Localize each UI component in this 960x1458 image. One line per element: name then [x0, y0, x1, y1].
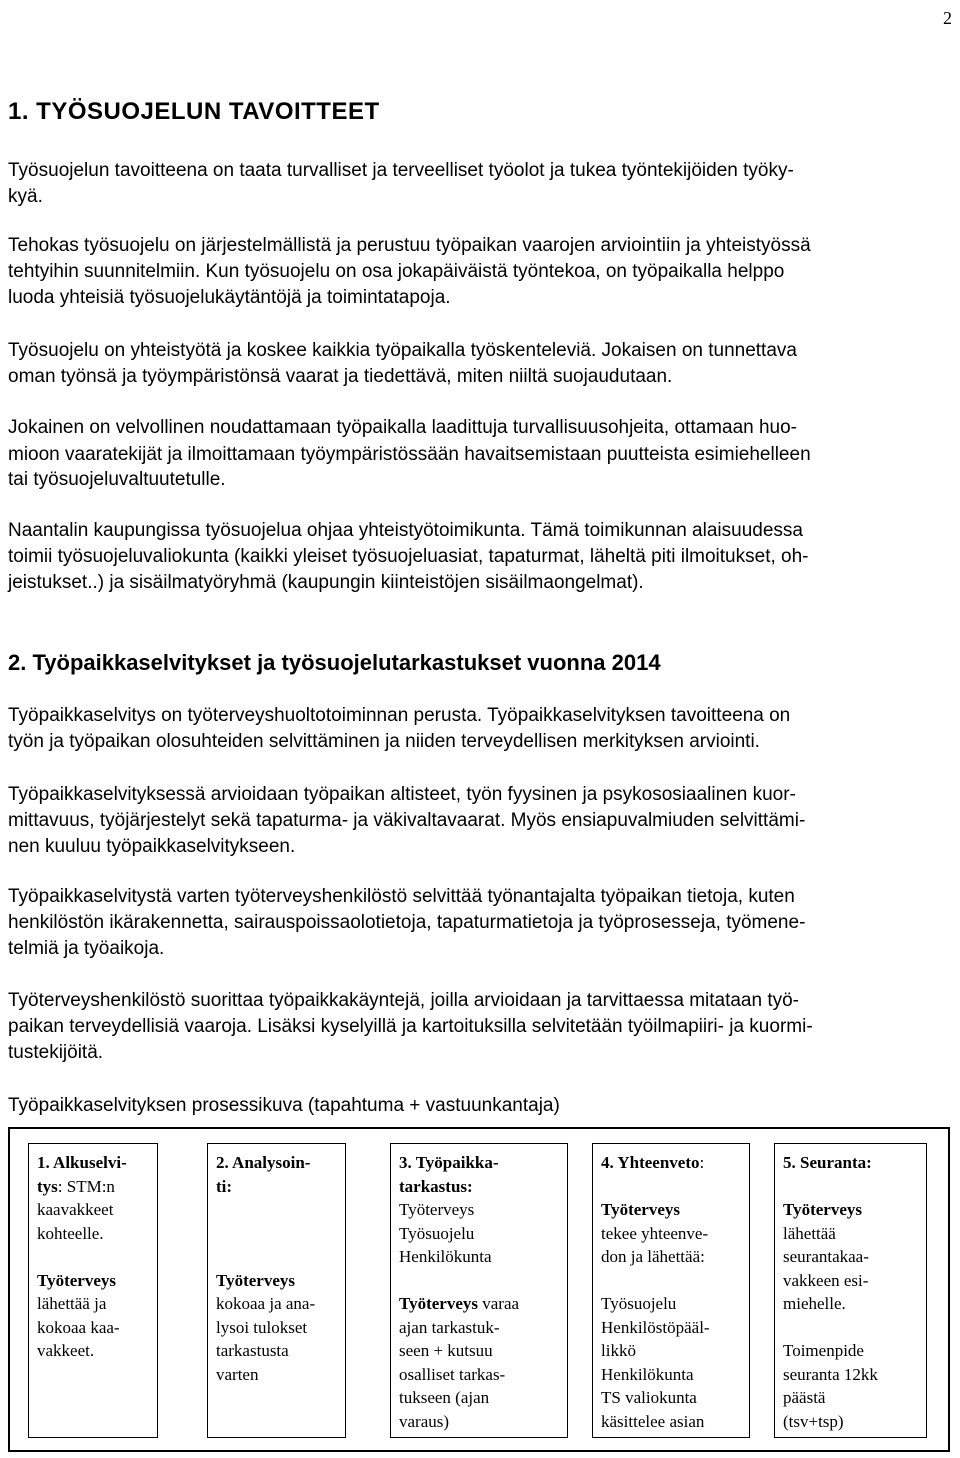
- step-2-text: kokoaa ja ana-: [216, 1294, 316, 1313]
- step-1-title-rest: : STM:n: [57, 1176, 115, 1196]
- step-2-text: lysoi tulokset: [216, 1317, 308, 1337]
- paragraph-line: tehtyihin suunnitelmiin. Kun työsuojelu on osa jokapäiväistä työntekoa, on työpaikalla helppo: [8, 261, 785, 282]
- paragraph-line: Työsuojelu on yhteistyötä ja koskee kaikkia työpaikalla työskenteleviä. Jokaisen on tunnettava: [8, 340, 797, 361]
- step-4-title: 4. Yhteenveto: [601, 1153, 700, 1172]
- step-3-title-cont: tarkastus:: [399, 1176, 473, 1196]
- step-5-text: seuranta 12kk: [783, 1364, 878, 1384]
- step-4-text: tekee yhteenve-: [601, 1223, 709, 1243]
- step-2-text: tarkastusta: [216, 1341, 289, 1360]
- step-4-actor: Työterveys: [601, 1200, 680, 1219]
- paragraph-line: henkilöstön ikärakennetta, sairauspoissaolotietoja, tapaturmatietoja ja työprosesseja, työmene-: [8, 912, 806, 933]
- step-5-text: Toimenpide: [783, 1341, 864, 1360]
- paragraph-line: Työpaikkaselvityksessä arvioidaan työpaikan altisteet, työn fyysinen ja psykososiaalinen kuor-: [8, 784, 796, 805]
- step-5-actor: Työterveys: [783, 1200, 862, 1219]
- paragraph-line: jeistukset..) ja sisäilmatyöryhmä (kaupungin kiinteistöjen sisäilmaongelmat).: [8, 572, 644, 593]
- step-4-title-rest: :: [699, 1153, 705, 1172]
- step-3-title: 3. Työpaikka-: [399, 1153, 499, 1172]
- section-2-heading: 2. Työpaikkaselvitykset ja työsuojelutarkastukset vuonna 2014: [8, 650, 661, 675]
- paragraph-line: Jokainen on velvollinen noudattamaan työpaikalla laadittuja turvallisuusohjeita, ottamaan huo-: [8, 417, 798, 438]
- step-3-text: ajan tarkastuk-: [399, 1317, 500, 1337]
- step-2-title: 2. Analysoin-: [216, 1153, 311, 1172]
- paragraph-line: tai työsuojeluvaltuutetulle.: [8, 469, 226, 490]
- paragraph-line: tustekijöitä.: [8, 1042, 104, 1063]
- paragraph-line: nen kuuluu työpaikkaselvitykseen.: [8, 836, 296, 857]
- step-1-title: 1. Alkuselvi-: [37, 1153, 127, 1172]
- paragraph-line: mioon vaaratekijät ja ilmoittamaan työympäristössään havaitsemistaan puutteista esimiehelleen: [8, 444, 811, 465]
- step-1-actor: Työterveys: [37, 1270, 116, 1290]
- section-1-heading: 1. TYÖSUOJELUN TAVOITTEET: [8, 98, 380, 125]
- step-5-text: (tsv+tsp): [783, 1411, 844, 1431]
- step-3-text: tukseen (ajan: [399, 1388, 490, 1407]
- step-4-text: Henkilökunta: [601, 1364, 694, 1384]
- step-3-text: seen + kutsuu: [399, 1341, 493, 1360]
- step-3-text: varaus): [399, 1411, 450, 1431]
- step-4-text: likkö: [601, 1341, 636, 1360]
- paragraph-line: työn ja työpaikan olosuhteiden selvittäminen ja niiden terveydellisen merkityksen arviointi.: [8, 731, 760, 752]
- step-1-text: kokoaa kaa-: [37, 1317, 120, 1337]
- step-1-title-cont: tys: [37, 1176, 58, 1196]
- step-2-title-cont: ti:: [216, 1176, 233, 1196]
- step-3-text: osalliset tarkas-: [399, 1364, 506, 1384]
- step-1-text: vakkeet.: [37, 1341, 95, 1360]
- step-3-text: Työterveys: [399, 1200, 475, 1219]
- step-5-text: miehelle.: [783, 1294, 846, 1313]
- process-step-4: [592, 1143, 750, 1438]
- process-diagram: [8, 1127, 950, 1452]
- step-1-text: kohteelle.: [37, 1223, 104, 1243]
- step-1-text: kaavakkeet: [37, 1200, 114, 1219]
- step-5-title: 5. Seuranta:: [783, 1153, 872, 1172]
- paragraph-line: toimii työsuojeluvaliokunta (kaikki yleiset työsuojeluasiat, tapaturmat, läheltä piti ilmoitukset, oh-: [8, 546, 809, 567]
- paragraph-line: paikan terveydellisiä vaaroja. Lisäksi kyselyillä ja kartoituksilla selvitetään työilmapiiri- ja kuormi-: [8, 1016, 813, 1037]
- process-caption: Työpaikkaselvityksen prosessikuva (tapahtuma + vastuunkantaja): [8, 1095, 560, 1116]
- step-3-text: varaa: [478, 1294, 520, 1313]
- step-4-text: TS valiokunta: [601, 1388, 697, 1407]
- paragraph-line: Tehokas työsuojelu on järjestelmällistä ja perustuu työpaikan vaarojen arviointiin ja yhteistyössä: [8, 235, 811, 256]
- process-step-1: [28, 1143, 158, 1438]
- step-5-text: päästä: [783, 1388, 826, 1407]
- step-5-text: vakkeen esi-: [783, 1270, 869, 1290]
- paragraph-line: oman työnsä ja työympäristönsä vaarat ja tiedettävä, miten niiltä suojaudutaan.: [8, 366, 673, 387]
- paragraph-line: luoda yhteisiä työsuojelukäytäntöjä ja toimintatapoja.: [8, 287, 451, 308]
- process-step-5: [774, 1143, 927, 1438]
- step-3-text: Henkilökunta: [399, 1247, 492, 1266]
- paragraph-line: telmiä ja työaikoja.: [8, 938, 165, 959]
- step-4-text: don ja lähettää:: [601, 1247, 705, 1266]
- paragraph-line: Työterveyshenkilöstö suorittaa työpaikkakäyntejä, joilla arvioidaan ja tarvittaessa mitataan työ-: [8, 990, 800, 1011]
- page-number: 2: [943, 8, 952, 28]
- step-4-text: Henkilöstöpääl-: [601, 1317, 710, 1337]
- paragraph-line: mittavuus, työjärjestelyt sekä tapaturma- ja väkivaltavaarat. Myös ensiapuvalmiuden selvittämi-: [8, 810, 806, 831]
- step-5-text: seurantakaa-: [783, 1247, 869, 1266]
- paragraph-line: kyä.: [8, 186, 43, 207]
- step-4-text: Työsuojelu: [601, 1294, 677, 1313]
- process-step-2: [207, 1143, 346, 1438]
- step-3-text: Työsuojelu: [399, 1223, 475, 1243]
- step-2-text: varten: [216, 1364, 259, 1384]
- paragraph-line: Työpaikkaselvitystä varten työterveyshenkilöstö selvittää työnantajalta työpaikan tietoja, kuten: [8, 886, 795, 907]
- paragraph-line: Naantalin kaupungissa työsuojelua ohjaa yhteistyötoimikunta. Tämä toimikunnan alaisuudessa: [8, 520, 803, 541]
- step-5-text: lähettää: [783, 1223, 836, 1243]
- step-2-actor: Työterveys: [216, 1270, 295, 1290]
- step-4-text: käsittelee asian: [601, 1411, 705, 1431]
- step-3-actor: Työterveys: [399, 1294, 478, 1313]
- paragraph-line: Työsuojelun tavoitteena on taata turvalliset ja terveelliset työolot ja tukea työntekijöiden työky-: [8, 160, 794, 181]
- paragraph-line: Työpaikkaselvitys on työterveyshuoltotoiminnan perusta. Työpaikkaselvityksen tavoitteena on: [8, 705, 791, 726]
- process-step-3: [390, 1143, 568, 1438]
- step-1-text: lähettää ja: [37, 1294, 107, 1313]
